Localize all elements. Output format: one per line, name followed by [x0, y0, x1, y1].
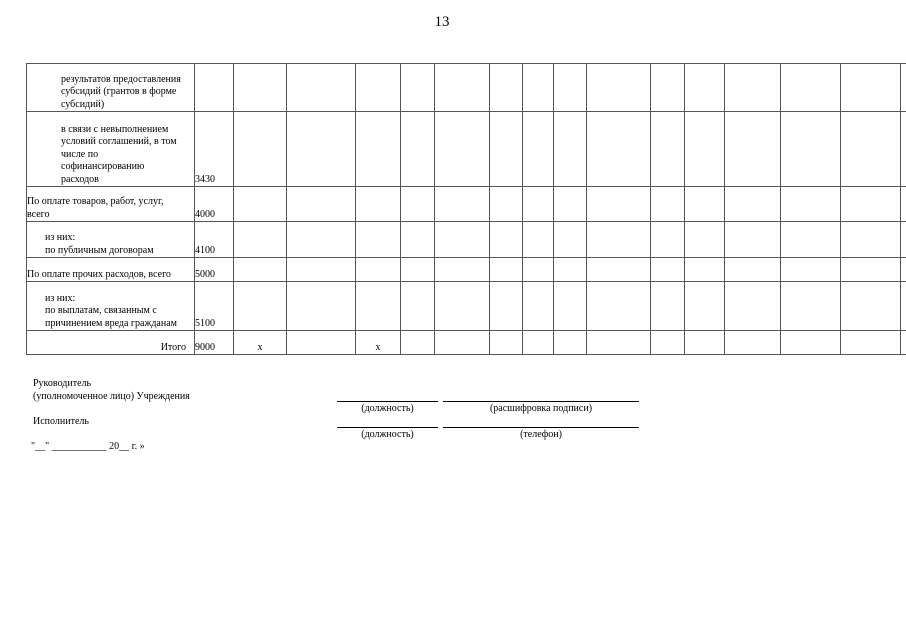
- value-cell: [725, 331, 781, 355]
- report-table: [26, 63, 906, 355]
- value-cell: [685, 187, 725, 222]
- value-cell: [356, 282, 401, 331]
- value-cell: [234, 187, 287, 222]
- value-cell: [587, 258, 651, 282]
- value-cell: [234, 282, 287, 331]
- value-cell: [401, 331, 435, 355]
- value-cell: [725, 187, 781, 222]
- value-cell: [685, 222, 725, 258]
- date-line: "__" ___________ 20__ г. »: [31, 441, 145, 452]
- value-cell: [587, 222, 651, 258]
- value-cell: [587, 112, 651, 187]
- signature-line: [443, 401, 639, 402]
- row-code: 4000: [195, 187, 234, 222]
- value-cell: [685, 112, 725, 187]
- row-code: 4100: [195, 222, 234, 258]
- row-name: [27, 64, 195, 112]
- value-cell: [651, 282, 685, 331]
- value-cell: [401, 258, 435, 282]
- value-cell: [523, 187, 554, 222]
- value-cell: x: [234, 331, 287, 355]
- value-cell: [401, 64, 435, 112]
- position-caption-2: (должность): [361, 429, 414, 440]
- value-cell: [523, 222, 554, 258]
- value-cell: [554, 222, 587, 258]
- value-cell: [651, 258, 685, 282]
- value-cell: [435, 112, 490, 187]
- row-code: 5000: [195, 258, 234, 282]
- value-cell: [587, 331, 651, 355]
- value-cell: [490, 222, 523, 258]
- signature-caption: (расшифровка подписи): [489, 403, 593, 414]
- value-cell: [523, 282, 554, 331]
- value-cell: [725, 112, 781, 187]
- table-row: [27, 112, 906, 187]
- value-cell: [401, 222, 435, 258]
- value-cell: [841, 258, 901, 282]
- value-cell: [841, 64, 901, 112]
- value-cell: [841, 112, 901, 187]
- row-code: [195, 64, 234, 112]
- value-cell: [685, 258, 725, 282]
- row-name-text: результатов предоставления субсидий (грантов в форме субсидий): [61, 73, 181, 110]
- value-cell: [287, 222, 356, 258]
- value-cell: [287, 282, 356, 331]
- value-cell: [781, 112, 841, 187]
- value-cell: [356, 187, 401, 222]
- value-cell: [435, 258, 490, 282]
- value-cell: [901, 64, 906, 112]
- value-cell: [651, 187, 685, 222]
- value-cell: [725, 222, 781, 258]
- value-cell: [554, 331, 587, 355]
- value-cell: [401, 112, 435, 187]
- value-cell: [725, 64, 781, 112]
- value-cell: [554, 187, 587, 222]
- page-number: 13: [434, 14, 450, 30]
- value-cell: [685, 64, 725, 112]
- value-cell: [523, 64, 554, 112]
- value-cell: [781, 331, 841, 355]
- value-cell: [651, 112, 685, 187]
- value-cell: [554, 258, 587, 282]
- value-cell: [356, 64, 401, 112]
- position-line-2: [337, 427, 438, 428]
- value-cell: [554, 64, 587, 112]
- head-label: [33, 378, 190, 403]
- value-cell: [587, 187, 651, 222]
- value-cell: [356, 222, 401, 258]
- head-label-line1: Руководитель: [33, 378, 92, 389]
- phone-line: [443, 427, 639, 428]
- row-name: [27, 187, 195, 222]
- row-code: 5100: [195, 282, 234, 331]
- value-cell: [523, 258, 554, 282]
- value-cell: [781, 64, 841, 112]
- value-cell: [725, 258, 781, 282]
- value-cell: [901, 222, 906, 258]
- value-cell: [401, 282, 435, 331]
- row-name: [27, 258, 195, 282]
- value-cell: [841, 187, 901, 222]
- table-row: [27, 282, 906, 331]
- table-row: [27, 331, 906, 355]
- value-cell: [435, 222, 490, 258]
- value-cell: [781, 258, 841, 282]
- executor-label: Исполнитель: [33, 416, 89, 427]
- value-cell: [651, 64, 685, 112]
- value-cell: [234, 112, 287, 187]
- value-cell: [490, 331, 523, 355]
- value-cell: x: [356, 331, 401, 355]
- row-name-text: По оплате товаров, работ, услуг, всего: [27, 196, 164, 220]
- value-cell: [587, 64, 651, 112]
- table-row: [27, 258, 906, 282]
- value-cell: [287, 112, 356, 187]
- value-cell: [490, 187, 523, 222]
- value-cell: [781, 222, 841, 258]
- value-cell: [356, 258, 401, 282]
- value-cell: [554, 112, 587, 187]
- value-cell: [901, 282, 906, 331]
- row-name-text: из них: по выплатам, связанным с причинением вреда гражданам: [45, 292, 177, 329]
- value-cell: [841, 222, 901, 258]
- value-cell: [435, 64, 490, 112]
- value-cell: [435, 187, 490, 222]
- value-cell: [490, 112, 523, 187]
- value-cell: [435, 331, 490, 355]
- value-cell: [401, 187, 435, 222]
- value-cell: [490, 258, 523, 282]
- row-name: [27, 222, 195, 258]
- value-cell: [841, 282, 901, 331]
- value-cell: [587, 282, 651, 331]
- table-row: [27, 222, 906, 258]
- value-cell: [287, 64, 356, 112]
- row-name-text: из них: по публичным договорам: [45, 232, 154, 256]
- value-cell: [781, 282, 841, 331]
- value-cell: [781, 187, 841, 222]
- value-cell: [287, 258, 356, 282]
- value-cell: [841, 331, 901, 355]
- row-name-text: По оплате прочих расходов, всего: [27, 268, 171, 280]
- value-cell: [901, 331, 906, 355]
- value-cell: [287, 331, 356, 355]
- value-cell: [356, 112, 401, 187]
- position-caption: (должность): [361, 403, 414, 414]
- row-code: 3430: [195, 112, 234, 187]
- value-cell: [651, 222, 685, 258]
- phone-caption: (телефон): [520, 429, 562, 440]
- row-name: [27, 282, 195, 331]
- value-cell: [523, 331, 554, 355]
- value-cell: [234, 64, 287, 112]
- table-body: [27, 64, 906, 355]
- head-label-line2: (уполномоченное лицо) Учреждения: [33, 390, 190, 402]
- value-cell: [554, 282, 587, 331]
- value-cell: [725, 282, 781, 331]
- value-cell: [234, 222, 287, 258]
- value-cell: [901, 258, 906, 282]
- row-name: [27, 112, 195, 187]
- table-row: [27, 187, 906, 222]
- value-cell: [435, 282, 490, 331]
- row-name-text: Итого: [160, 341, 186, 353]
- value-cell: [651, 331, 685, 355]
- value-cell: [901, 112, 906, 187]
- value-cell: [523, 112, 554, 187]
- row-name-text: в связи с невыполнением условий соглашений, в том числе по софинансированию расходов: [61, 123, 177, 185]
- value-cell: [234, 258, 287, 282]
- value-cell: [490, 282, 523, 331]
- value-cell: [901, 187, 906, 222]
- row-name: [27, 331, 195, 355]
- value-cell: [685, 331, 725, 355]
- row-code: 9000: [195, 331, 234, 355]
- value-cell: [287, 187, 356, 222]
- value-cell: [685, 282, 725, 331]
- table-row: [27, 64, 906, 112]
- value-cell: [490, 64, 523, 112]
- position-line: [337, 401, 438, 402]
